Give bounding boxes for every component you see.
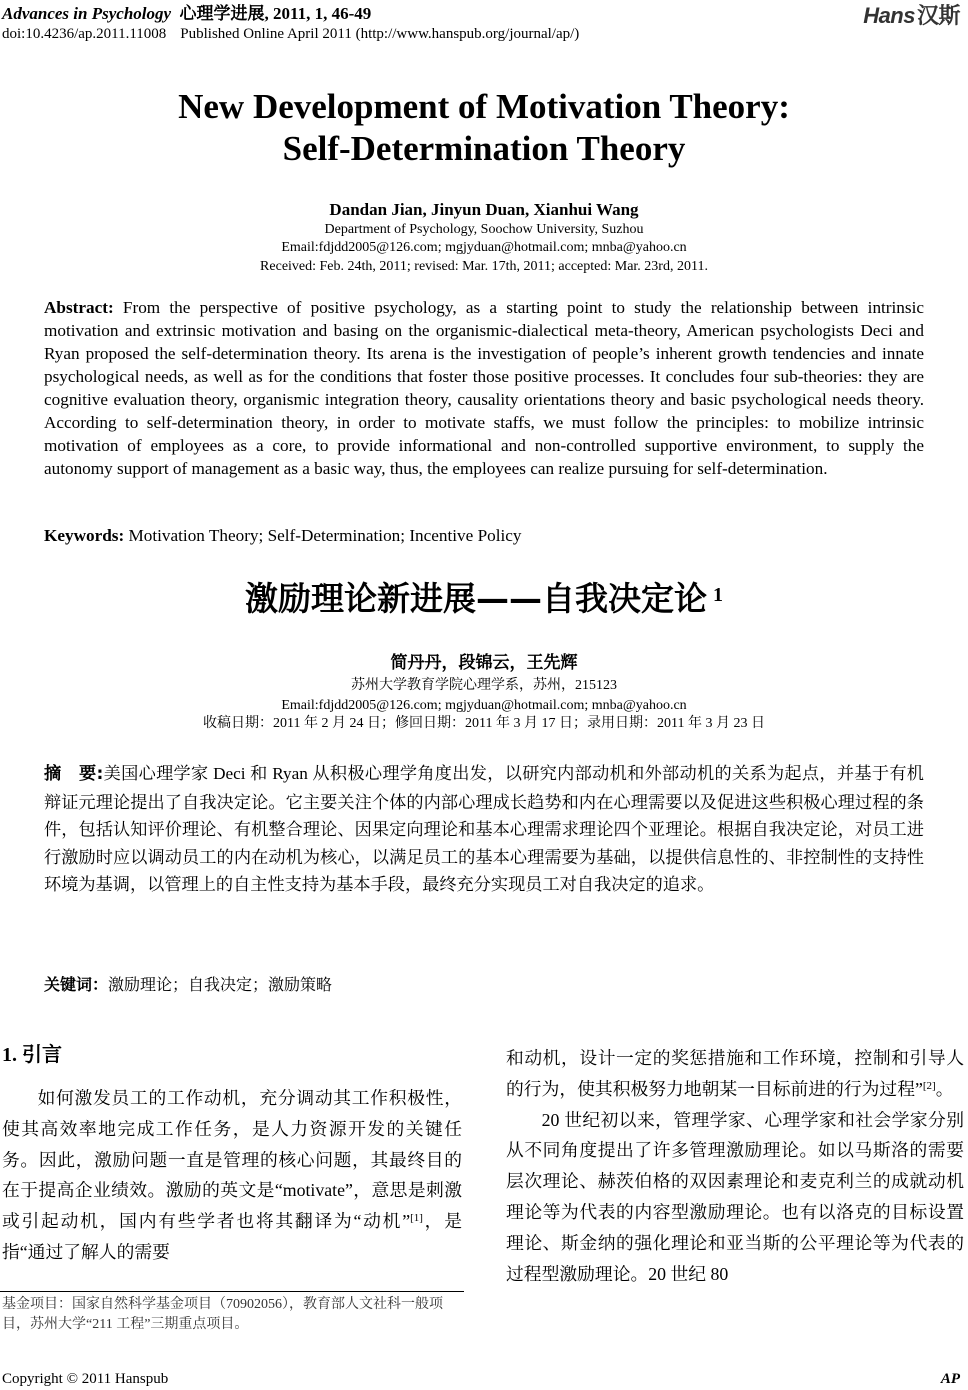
doi[interactable]: doi:10.4236/ap.2011.11008 <box>2 26 167 42</box>
authors-cn: 简丹丹，段锦云，王先辉 <box>390 653 578 672</box>
footnote-divider <box>0 1291 464 1292</box>
abstract-en-label: Abstract: <box>44 298 114 317</box>
body-paragraph: 20 世纪初以来，管理学家、心理学家和社会学家分别从不同角度提出了许多管理激励理论。如以马斯洛的需要层次理论、赫茨伯格的双因素理论和麦克利兰的成就动机理论等为代表的内容型激励理论。也有以洛克的目标设置理论、斯金纳的强化理论和亚当斯的公平理论等为代表的过程型激励理论。20 世纪 80 <box>506 1109 964 1284</box>
journal-abbreviation: AP <box>940 1371 960 1387</box>
copyright: Copyright © 2011 Hanspub <box>2 1371 169 1387</box>
published-online: Published Online April 2011 (http://www.hanspub.org/journal/ap/) <box>180 26 580 42</box>
body-right-column <box>506 1043 964 1289</box>
keywords-en-text: Motivation Theory; Self-Determination; Incentive Policy <box>128 526 522 545</box>
journal-header <box>2 4 371 24</box>
doi-line <box>2 25 579 43</box>
paragraph-text: ，是指“通过了解人的需要 <box>2 1211 462 1262</box>
citation-ref[interactable]: [1] <box>410 1212 423 1225</box>
journal-citation: 心理学进展, 2011, 1, 46-49 <box>179 4 372 23</box>
keywords-cn <box>44 971 924 999</box>
email-cn: Email:fdjdd2005@126.com; mgjyduan@hotmail.com; mnba@yahoo.cn <box>281 698 687 713</box>
keywords-en-label: Keywords: <box>44 526 125 545</box>
email-en: Email:fdjdd2005@126.com; mgjyduan@hotmail.com; mnba@yahoo.cn <box>281 240 687 255</box>
body-paragraph <box>2 1083 462 1268</box>
dates-cn: 收稿日期：2011 年 2 月 24 日；修回日期：2011 年 3 月 17 日；录用日期：2011 年 3 月 23 日 <box>203 716 765 731</box>
keywords-en <box>44 524 924 547</box>
title-en-line1: New Development of Motivation Theory: <box>178 87 790 126</box>
dates-en: Received: Feb. 24th, 2011; revised: Mar. 17th, 2011; accepted: Mar. 23rd, 2011. <box>260 259 708 274</box>
section-heading <box>2 1040 462 1069</box>
abstract-en-text: From the perspective of positive psychology, as a starting point to study the relationship between intrinsic motivation and extrinsic motivation and basing on the organismic-dialectical meta-theory, American psychologists Deci and Ryan proposed the self-determination theory. Its arena is the investigation of people’s inherent growth tendencies and innate psychological needs, as well as for the conditions that foster those positive processes. It concludes four sub-theories: they are cognitive evaluation theory, organismic integration theory, causality orientations theory and basic psychological needs theory. According to self-determination theory, in order to motivate staffs, we must follow the principles: to mobilize intrinsic motivation of employees as a core, to provide informational and non-controlled supportive environment, to supply the autonomy support of management as a basic way, thus, the employees can realize pursuing for self-determination. <box>44 298 924 478</box>
title-en-line2: Self-Determination Theory <box>282 129 686 168</box>
abstract-cn-text: 美国心理学家 Deci 和 Ryan 从积极心理学角度出发，以研究内部动机和外部动机的关系为起点，并基于有机辩证元理论提出了自我决定论。它主要关注个体的内部心理成长趋势和内在心理需要以及促进这些积极心理过程的条件，包括认知评价理论、有机整合理论、因果定向理论和基本心理需求理论四个亚理论。根据自我决定论，对员工进行激励时应以调动员工的内在动机为核心，以满足员工的基本心理需要为基础，以提供信息性的、非控制性的支持性环境为基调，以管理上的自主性支持为基本手段，最终充分实现员工对自我决定的追求。 <box>44 764 924 895</box>
title-footnote-mark[interactable]: 1 <box>713 584 723 606</box>
keywords-cn-label: 关键词： <box>44 975 109 994</box>
paragraph-text: 和动机，设计一定的奖惩措施和工作环境，控制和引导人的行为，使其积极努力地朝某一目标前进的行为过程” <box>506 1048 964 1099</box>
section-number: 1. <box>2 1044 17 1066</box>
keywords-cn-text: 激励理论；自我决定；激励策略 <box>108 975 333 994</box>
citation-ref[interactable]: [2] <box>922 1079 936 1092</box>
paragraph-text: 。 <box>935 1078 954 1099</box>
paper-title-cn <box>0 578 968 620</box>
section-title: 引言 <box>22 1042 62 1066</box>
logo-cn: 汉斯 <box>916 3 960 28</box>
affiliation-en: Department of Psychology, Soochow University, Suzhou <box>324 222 644 237</box>
authors-en: Dandan Jian, Jinyun Duan, Xianhui Wang <box>329 200 639 219</box>
logo-latin: Hans <box>863 3 915 28</box>
abstract-en <box>44 296 924 480</box>
affiliation-cn: 苏州大学教育学院心理学系，苏州，215123 <box>351 678 617 693</box>
paper-title-en <box>0 86 968 170</box>
footnote: 基金项目：国家自然科学基金项目（70902056），教育部人文社科一般项目，苏州大学“211 工程”三期重点项目。 <box>2 1297 443 1332</box>
abstract-cn-label: 摘 要: <box>44 764 104 784</box>
journal-name: Advances in Psychology <box>2 4 172 23</box>
publisher-logo <box>863 3 960 29</box>
paragraph-text: 如何激发员工的工作动机，充分调动其工作积极性，使其高效率地完成工作任务，是人力资源开发的关键任务。因此，激励问题一直是管理的核心问题，其最终目的在于提高企业绩效。激励的英文是“motivate”，意思是刺激或引起动机，国内有些学者也将其翻译为“动机” <box>2 1088 462 1232</box>
title-cn-text: 激励理论新进展——自我决定论 <box>245 579 707 618</box>
body-paragraph <box>506 1043 964 1105</box>
abstract-cn <box>44 760 924 899</box>
body-left-column <box>2 1040 462 1268</box>
